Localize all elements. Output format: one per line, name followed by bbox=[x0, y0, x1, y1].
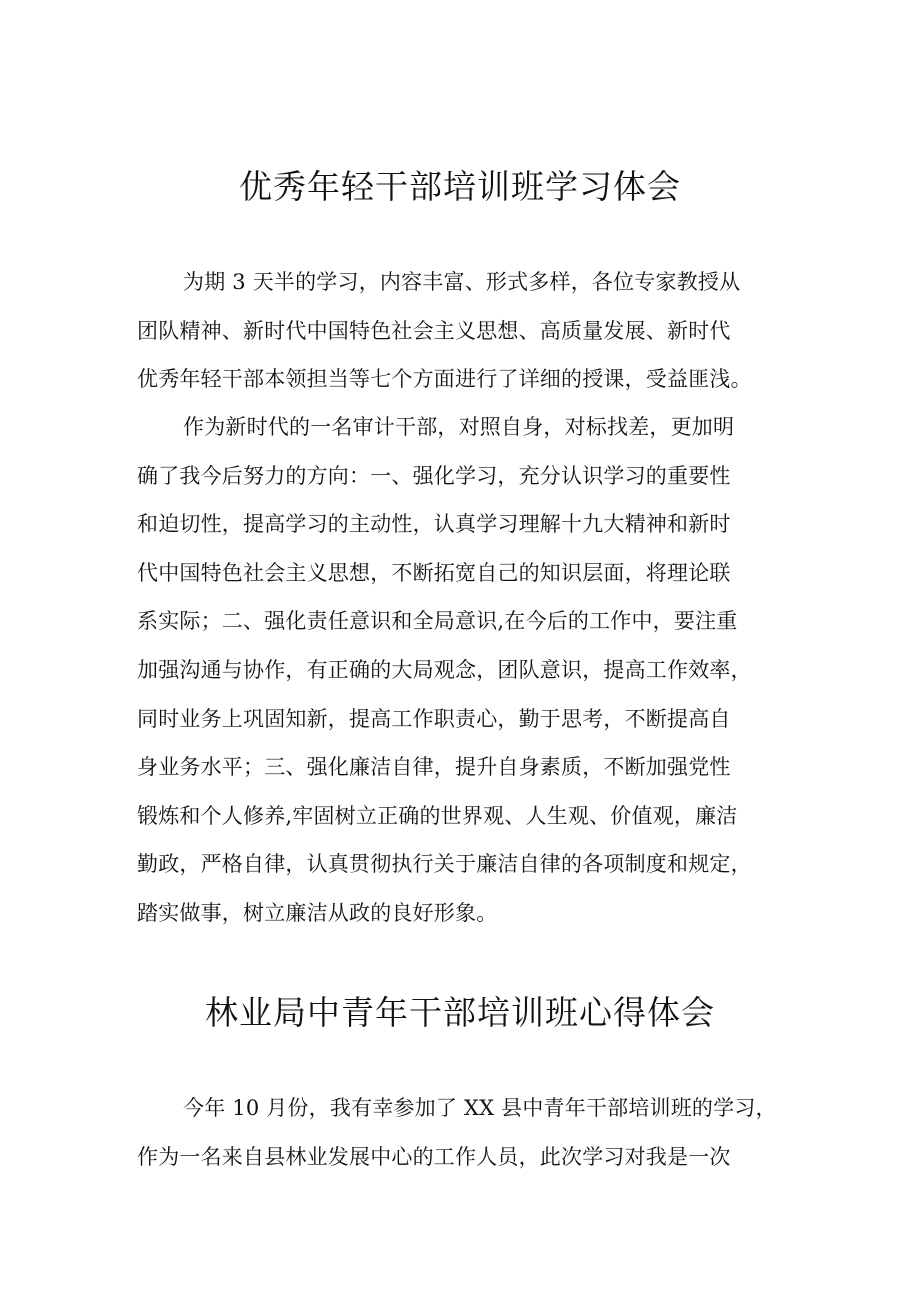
text-line: 身业务水平；三、强化廉洁自律，提升自身素质，不断加强党性 bbox=[137, 755, 731, 780]
text-line: 勤政，严格自律，认真贯彻执行关于廉洁自律的各项制度和规定， bbox=[137, 852, 752, 877]
text-line: 确了我今后努力的方向：一、强化学习，充分认识学习的重要性 bbox=[137, 463, 731, 488]
text-line: 加强沟通与协作，有正确的大局观念，团队意识，提高工作效率， bbox=[137, 657, 752, 682]
text-line: 和迫切性，提高学习的主动性，认真学习理解十九大精神和新时 bbox=[137, 512, 731, 537]
text-line: 系实际；二、强化责任意识和全局意识,在今后的工作中，要注重 bbox=[137, 609, 738, 634]
article-title: 优秀年轻干部培训班学习体会 bbox=[239, 167, 681, 206]
text-line: 锻炼和个人修养,牢固树立正确的世界观、人生观、价值观，廉洁 bbox=[137, 803, 738, 828]
text-line: 作为一名来自县林业发展中心的工作人员，此次学习对我是一次 bbox=[137, 1144, 731, 1169]
text-line: 踏实做事，树立廉洁从政的良好形象。 bbox=[137, 900, 498, 925]
text-line: 优秀年轻干部本领担当等七个方面进行了详细的授课，受益匪浅。 bbox=[137, 367, 752, 392]
paragraph bbox=[137, 403, 797, 938]
text-line: 同时业务上巩固知新，提高工作职责心，勤于思考，不断提高自 bbox=[137, 706, 731, 731]
text-line: 为期 3 天半的学习，内容丰富、形式多样，各位专家教授从 bbox=[183, 270, 741, 294]
text-line: 代中国特色社会主义思想，不断拓宽自己的知识层面，将理论联 bbox=[137, 560, 731, 585]
text-line: 作为新时代的一名审计干部，对照自身，对标找差，更加明 bbox=[183, 415, 735, 439]
paragraph bbox=[137, 258, 797, 404]
paragraph bbox=[137, 1084, 797, 1181]
text-line: 今年 10 月份，我有幸参加了 XX 县中青年干部培训班的学习， bbox=[183, 1096, 777, 1120]
article-title: 林业局中青年干部培训班心得体会 bbox=[205, 993, 715, 1032]
text-line: 团队精神、新时代中国特色社会主义思想、高质量发展、新时代 bbox=[137, 318, 731, 343]
